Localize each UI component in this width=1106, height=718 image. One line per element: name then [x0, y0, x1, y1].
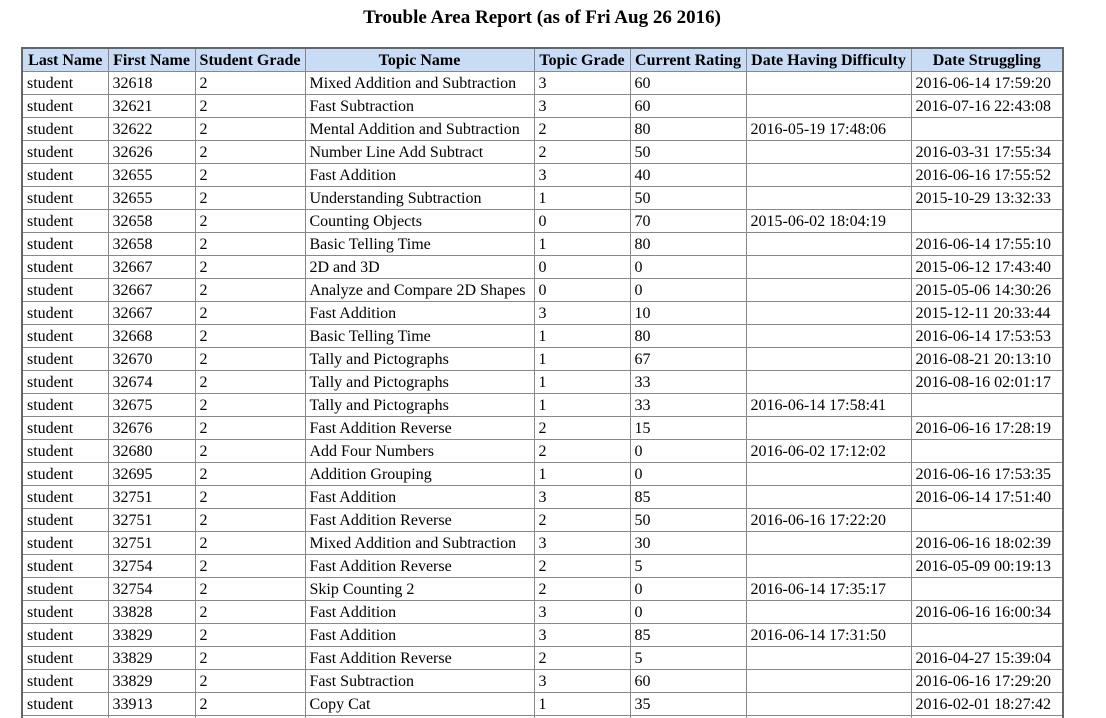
first-name-cell: 32621 [108, 95, 195, 118]
last-name-cell: student [22, 693, 108, 716]
topic-name-cell: Fast Addition Reverse [305, 647, 534, 670]
date-having-difficulty-cell [746, 371, 911, 394]
first-name-cell: 32667 [108, 302, 195, 325]
topic-name-cell: Basic Telling Time [305, 233, 534, 256]
date-having-difficulty-cell [746, 647, 911, 670]
topic-name-cell: Fast Addition [305, 601, 534, 624]
first-name-cell: 32658 [108, 233, 195, 256]
topic-grade-cell: 3 [534, 624, 630, 647]
last-name-cell: student [22, 601, 108, 624]
table-row [22, 279, 1063, 302]
table-body [22, 72, 1063, 718]
current-rating-cell: 80 [630, 118, 746, 141]
first-name-cell: 32622 [108, 118, 195, 141]
topic-grade-cell: 3 [534, 95, 630, 118]
table-row [22, 164, 1063, 187]
table-row [22, 670, 1063, 693]
last-name-cell: student [22, 440, 108, 463]
last-name-cell: student [22, 578, 108, 601]
student-grade-cell: 2 [195, 141, 305, 164]
topic-name-cell: Fast Addition Reverse [305, 417, 534, 440]
topic-grade-cell: 2 [534, 578, 630, 601]
table-row [22, 601, 1063, 624]
student-grade-cell: 2 [195, 417, 305, 440]
student-grade-cell: 2 [195, 187, 305, 210]
topic-grade-cell: 1 [534, 348, 630, 371]
table-row [22, 325, 1063, 348]
topic-grade-cell: 2 [534, 555, 630, 578]
topic-name-cell: Mixed Addition and Subtraction [305, 72, 534, 95]
date-having-difficulty-cell [746, 463, 911, 486]
date-having-difficulty-cell: 2016-06-16 17:22:20 [746, 509, 911, 532]
topic-grade-cell: 2 [534, 118, 630, 141]
col-header-first-name: First Name [108, 48, 195, 72]
topic-name-cell: 2D and 3D [305, 256, 534, 279]
current-rating-cell: 70 [630, 210, 746, 233]
date-having-difficulty-cell [746, 486, 911, 509]
table-row [22, 440, 1063, 463]
date-struggling-cell: 2016-06-14 17:59:20 [911, 72, 1063, 95]
date-having-difficulty-cell [746, 302, 911, 325]
first-name-cell: 32670 [108, 348, 195, 371]
current-rating-cell: 67 [630, 348, 746, 371]
first-name-cell: 32751 [108, 532, 195, 555]
topic-grade-cell: 1 [534, 187, 630, 210]
table-row [22, 210, 1063, 233]
first-name-cell: 32751 [108, 486, 195, 509]
current-rating-cell: 85 [630, 486, 746, 509]
topic-name-cell: Fast Subtraction [305, 670, 534, 693]
current-rating-cell: 50 [630, 187, 746, 210]
last-name-cell: student [22, 164, 108, 187]
topic-name-cell: Tally and Pictographs [305, 348, 534, 371]
current-rating-cell: 80 [630, 233, 746, 256]
topic-grade-cell: 1 [534, 693, 630, 716]
table-row [22, 578, 1063, 601]
table-row [22, 256, 1063, 279]
current-rating-cell: 33 [630, 371, 746, 394]
date-having-difficulty-cell: 2016-06-14 17:31:50 [746, 624, 911, 647]
topic-name-cell: Fast Addition [305, 302, 534, 325]
current-rating-cell: 0 [630, 440, 746, 463]
report-title: Trouble Area Report (as of Fri Aug 26 2016) [363, 7, 721, 28]
date-struggling-cell: 2016-02-01 18:27:42 [911, 693, 1063, 716]
last-name-cell: student [22, 463, 108, 486]
topic-grade-cell: 3 [534, 532, 630, 555]
current-rating-cell: 30 [630, 532, 746, 555]
table-row [22, 394, 1063, 417]
topic-grade-cell: 3 [534, 486, 630, 509]
last-name-cell: student [22, 647, 108, 670]
table-row [22, 693, 1063, 716]
date-struggling-cell: 2016-06-16 17:55:52 [911, 164, 1063, 187]
current-rating-cell: 35 [630, 693, 746, 716]
date-struggling-cell: 2015-12-11 20:33:44 [911, 302, 1063, 325]
date-having-difficulty-cell [746, 555, 911, 578]
col-header-date-having-difficulty: Date Having Difficulty [746, 48, 911, 72]
student-grade-cell: 2 [195, 555, 305, 578]
topic-name-cell: Addition Grouping [305, 463, 534, 486]
last-name-cell: student [22, 532, 108, 555]
date-struggling-cell [911, 624, 1063, 647]
date-struggling-cell: 2015-06-12 17:43:40 [911, 256, 1063, 279]
student-grade-cell: 2 [195, 693, 305, 716]
date-struggling-cell: 2016-06-14 17:53:53 [911, 325, 1063, 348]
last-name-cell: student [22, 210, 108, 233]
first-name-cell: 32626 [108, 141, 195, 164]
last-name-cell: student [22, 417, 108, 440]
student-grade-cell: 2 [195, 256, 305, 279]
table-row [22, 72, 1063, 95]
table-row [22, 118, 1063, 141]
date-having-difficulty-cell [746, 95, 911, 118]
last-name-cell: student [22, 118, 108, 141]
date-struggling-cell: 2016-06-16 17:53:35 [911, 463, 1063, 486]
date-struggling-cell: 2016-06-16 17:29:20 [911, 670, 1063, 693]
last-name-cell: student [22, 233, 108, 256]
last-name-cell: student [22, 325, 108, 348]
table-row [22, 555, 1063, 578]
col-header-student-grade: Student Grade [195, 48, 305, 72]
date-struggling-cell: 2016-03-31 17:55:34 [911, 141, 1063, 164]
last-name-cell: student [22, 486, 108, 509]
date-struggling-cell: 2016-06-14 17:55:10 [911, 233, 1063, 256]
student-grade-cell: 2 [195, 233, 305, 256]
first-name-cell: 33829 [108, 670, 195, 693]
topic-grade-cell: 0 [534, 279, 630, 302]
date-struggling-cell: 2016-05-09 00:19:13 [911, 555, 1063, 578]
student-grade-cell: 2 [195, 371, 305, 394]
date-having-difficulty-cell: 2015-06-02 18:04:19 [746, 210, 911, 233]
student-grade-cell: 2 [195, 463, 305, 486]
last-name-cell: student [22, 555, 108, 578]
student-grade-cell: 2 [195, 325, 305, 348]
last-name-cell: student [22, 141, 108, 164]
first-name-cell: 32658 [108, 210, 195, 233]
table-row [22, 187, 1063, 210]
current-rating-cell: 0 [630, 601, 746, 624]
date-having-difficulty-cell [746, 72, 911, 95]
current-rating-cell: 0 [630, 279, 746, 302]
topic-name-cell: Mental Addition and Subtraction [305, 118, 534, 141]
first-name-cell: 33913 [108, 693, 195, 716]
last-name-cell: student [22, 187, 108, 210]
date-having-difficulty-cell [746, 233, 911, 256]
topic-name-cell: Fast Addition Reverse [305, 509, 534, 532]
date-struggling-cell: 2015-10-29 13:32:33 [911, 187, 1063, 210]
last-name-cell: student [22, 371, 108, 394]
student-grade-cell: 2 [195, 164, 305, 187]
topic-grade-cell: 1 [534, 463, 630, 486]
current-rating-cell: 0 [630, 463, 746, 486]
student-grade-cell: 2 [195, 509, 305, 532]
current-rating-cell: 60 [630, 95, 746, 118]
student-grade-cell: 2 [195, 95, 305, 118]
topic-name-cell: Fast Subtraction [305, 95, 534, 118]
topic-grade-cell: 2 [534, 440, 630, 463]
date-struggling-cell [911, 210, 1063, 233]
topic-name-cell: Fast Addition [305, 164, 534, 187]
topic-name-cell: Analyze and Compare 2D Shapes [305, 279, 534, 302]
last-name-cell: student [22, 95, 108, 118]
first-name-cell: 32695 [108, 463, 195, 486]
col-header-topic-name: Topic Name [305, 48, 534, 72]
topic-name-cell: Number Line Add Subtract [305, 141, 534, 164]
topic-grade-cell: 2 [534, 509, 630, 532]
topic-grade-cell: 3 [534, 164, 630, 187]
current-rating-cell: 10 [630, 302, 746, 325]
topic-grade-cell: 1 [534, 325, 630, 348]
current-rating-cell: 85 [630, 624, 746, 647]
topic-name-cell: Basic Telling Time [305, 325, 534, 348]
student-grade-cell: 2 [195, 302, 305, 325]
topic-grade-cell: 3 [534, 302, 630, 325]
date-struggling-cell: 2016-06-16 17:28:19 [911, 417, 1063, 440]
last-name-cell: student [22, 394, 108, 417]
last-name-cell: student [22, 256, 108, 279]
last-name-cell: student [22, 302, 108, 325]
date-struggling-cell: 2016-07-16 22:43:08 [911, 95, 1063, 118]
current-rating-cell: 5 [630, 647, 746, 670]
col-header-last-name: Last Name [22, 48, 108, 72]
first-name-cell: 32667 [108, 279, 195, 302]
table-row [22, 302, 1063, 325]
student-grade-cell: 2 [195, 647, 305, 670]
student-grade-cell: 2 [195, 578, 305, 601]
table-row [22, 463, 1063, 486]
student-grade-cell: 2 [195, 440, 305, 463]
topic-grade-cell: 3 [534, 670, 630, 693]
last-name-cell: student [22, 72, 108, 95]
date-having-difficulty-cell [746, 141, 911, 164]
student-grade-cell: 2 [195, 394, 305, 417]
date-having-difficulty-cell: 2016-05-19 17:48:06 [746, 118, 911, 141]
date-struggling-cell [911, 578, 1063, 601]
student-grade-cell: 2 [195, 348, 305, 371]
topic-grade-cell: 1 [534, 394, 630, 417]
date-having-difficulty-cell: 2016-06-02 17:12:02 [746, 440, 911, 463]
current-rating-cell: 15 [630, 417, 746, 440]
student-grade-cell: 2 [195, 486, 305, 509]
last-name-cell: student [22, 279, 108, 302]
topic-name-cell: Mixed Addition and Subtraction [305, 532, 534, 555]
first-name-cell: 32680 [108, 440, 195, 463]
date-having-difficulty-cell [746, 601, 911, 624]
date-having-difficulty-cell [746, 279, 911, 302]
date-struggling-cell: 2015-05-06 14:30:26 [911, 279, 1063, 302]
current-rating-cell: 0 [630, 256, 746, 279]
date-struggling-cell [911, 440, 1063, 463]
date-having-difficulty-cell [746, 187, 911, 210]
table-row [22, 486, 1063, 509]
topic-name-cell: Tally and Pictographs [305, 371, 534, 394]
first-name-cell: 33829 [108, 647, 195, 670]
first-name-cell: 32618 [108, 72, 195, 95]
student-grade-cell: 2 [195, 532, 305, 555]
topic-name-cell: Copy Cat [305, 693, 534, 716]
topic-name-cell: Understanding Subtraction [305, 187, 534, 210]
first-name-cell: 32676 [108, 417, 195, 440]
table-row [22, 371, 1063, 394]
student-grade-cell: 2 [195, 118, 305, 141]
date-having-difficulty-cell [746, 417, 911, 440]
student-grade-cell: 2 [195, 624, 305, 647]
last-name-cell: student [22, 624, 108, 647]
date-struggling-cell: 2016-08-21 20:13:10 [911, 348, 1063, 371]
topic-grade-cell: 3 [534, 72, 630, 95]
date-struggling-cell [911, 394, 1063, 417]
date-having-difficulty-cell [746, 532, 911, 555]
date-struggling-cell: 2016-08-16 02:01:17 [911, 371, 1063, 394]
current-rating-cell: 50 [630, 141, 746, 164]
student-grade-cell: 2 [195, 72, 305, 95]
topic-grade-cell: 0 [534, 256, 630, 279]
table-row [22, 647, 1063, 670]
current-rating-cell: 33 [630, 394, 746, 417]
first-name-cell: 32655 [108, 187, 195, 210]
topic-name-cell: Fast Addition [305, 486, 534, 509]
table-row [22, 509, 1063, 532]
first-name-cell: 33829 [108, 624, 195, 647]
col-header-current-rating: Current Rating [630, 48, 746, 72]
first-name-cell: 32754 [108, 578, 195, 601]
topic-grade-cell: 2 [534, 647, 630, 670]
first-name-cell: 32655 [108, 164, 195, 187]
student-grade-cell: 2 [195, 601, 305, 624]
trouble-area-table [21, 47, 1064, 718]
first-name-cell: 32667 [108, 256, 195, 279]
last-name-cell: student [22, 509, 108, 532]
first-name-cell: 32675 [108, 394, 195, 417]
topic-name-cell: Fast Addition [305, 624, 534, 647]
topic-name-cell: Add Four Numbers [305, 440, 534, 463]
first-name-cell: 33828 [108, 601, 195, 624]
date-having-difficulty-cell [746, 325, 911, 348]
table-row [22, 532, 1063, 555]
date-struggling-cell [911, 509, 1063, 532]
date-having-difficulty-cell: 2016-06-14 17:35:17 [746, 578, 911, 601]
student-grade-cell: 2 [195, 279, 305, 302]
current-rating-cell: 0 [630, 578, 746, 601]
last-name-cell: student [22, 348, 108, 371]
student-grade-cell: 2 [195, 670, 305, 693]
date-struggling-cell: 2016-04-27 15:39:04 [911, 647, 1063, 670]
current-rating-cell: 80 [630, 325, 746, 348]
last-name-cell: student [22, 670, 108, 693]
current-rating-cell: 60 [630, 72, 746, 95]
first-name-cell: 32674 [108, 371, 195, 394]
current-rating-cell: 50 [630, 509, 746, 532]
date-having-difficulty-cell [746, 348, 911, 371]
table-row [22, 233, 1063, 256]
header-row [22, 48, 1063, 72]
date-struggling-cell: 2016-06-14 17:51:40 [911, 486, 1063, 509]
date-having-difficulty-cell [746, 693, 911, 716]
table-row [22, 95, 1063, 118]
date-struggling-cell [911, 118, 1063, 141]
topic-grade-cell: 2 [534, 141, 630, 164]
topic-grade-cell: 1 [534, 233, 630, 256]
first-name-cell: 32668 [108, 325, 195, 348]
current-rating-cell: 40 [630, 164, 746, 187]
topic-name-cell: Counting Objects [305, 210, 534, 233]
topic-grade-cell: 1 [534, 371, 630, 394]
topic-grade-cell: 3 [534, 601, 630, 624]
col-header-topic-grade: Topic Grade [534, 48, 630, 72]
student-grade-cell: 2 [195, 210, 305, 233]
date-struggling-cell: 2016-06-16 16:00:34 [911, 601, 1063, 624]
current-rating-cell: 60 [630, 670, 746, 693]
date-having-difficulty-cell [746, 164, 911, 187]
topic-name-cell: Fast Addition Reverse [305, 555, 534, 578]
table-row [22, 417, 1063, 440]
date-having-difficulty-cell [746, 670, 911, 693]
table-row [22, 348, 1063, 371]
table-row [22, 141, 1063, 164]
topic-name-cell: Skip Counting 2 [305, 578, 534, 601]
topic-name-cell: Tally and Pictographs [305, 394, 534, 417]
topic-grade-cell: 0 [534, 210, 630, 233]
date-having-difficulty-cell: 2016-06-14 17:58:41 [746, 394, 911, 417]
first-name-cell: 32754 [108, 555, 195, 578]
first-name-cell: 32751 [108, 509, 195, 532]
col-header-date-struggling: Date Struggling [911, 48, 1063, 72]
table-row [22, 624, 1063, 647]
topic-grade-cell: 2 [534, 417, 630, 440]
date-having-difficulty-cell [746, 256, 911, 279]
date-struggling-cell: 2016-06-16 18:02:39 [911, 532, 1063, 555]
current-rating-cell: 5 [630, 555, 746, 578]
